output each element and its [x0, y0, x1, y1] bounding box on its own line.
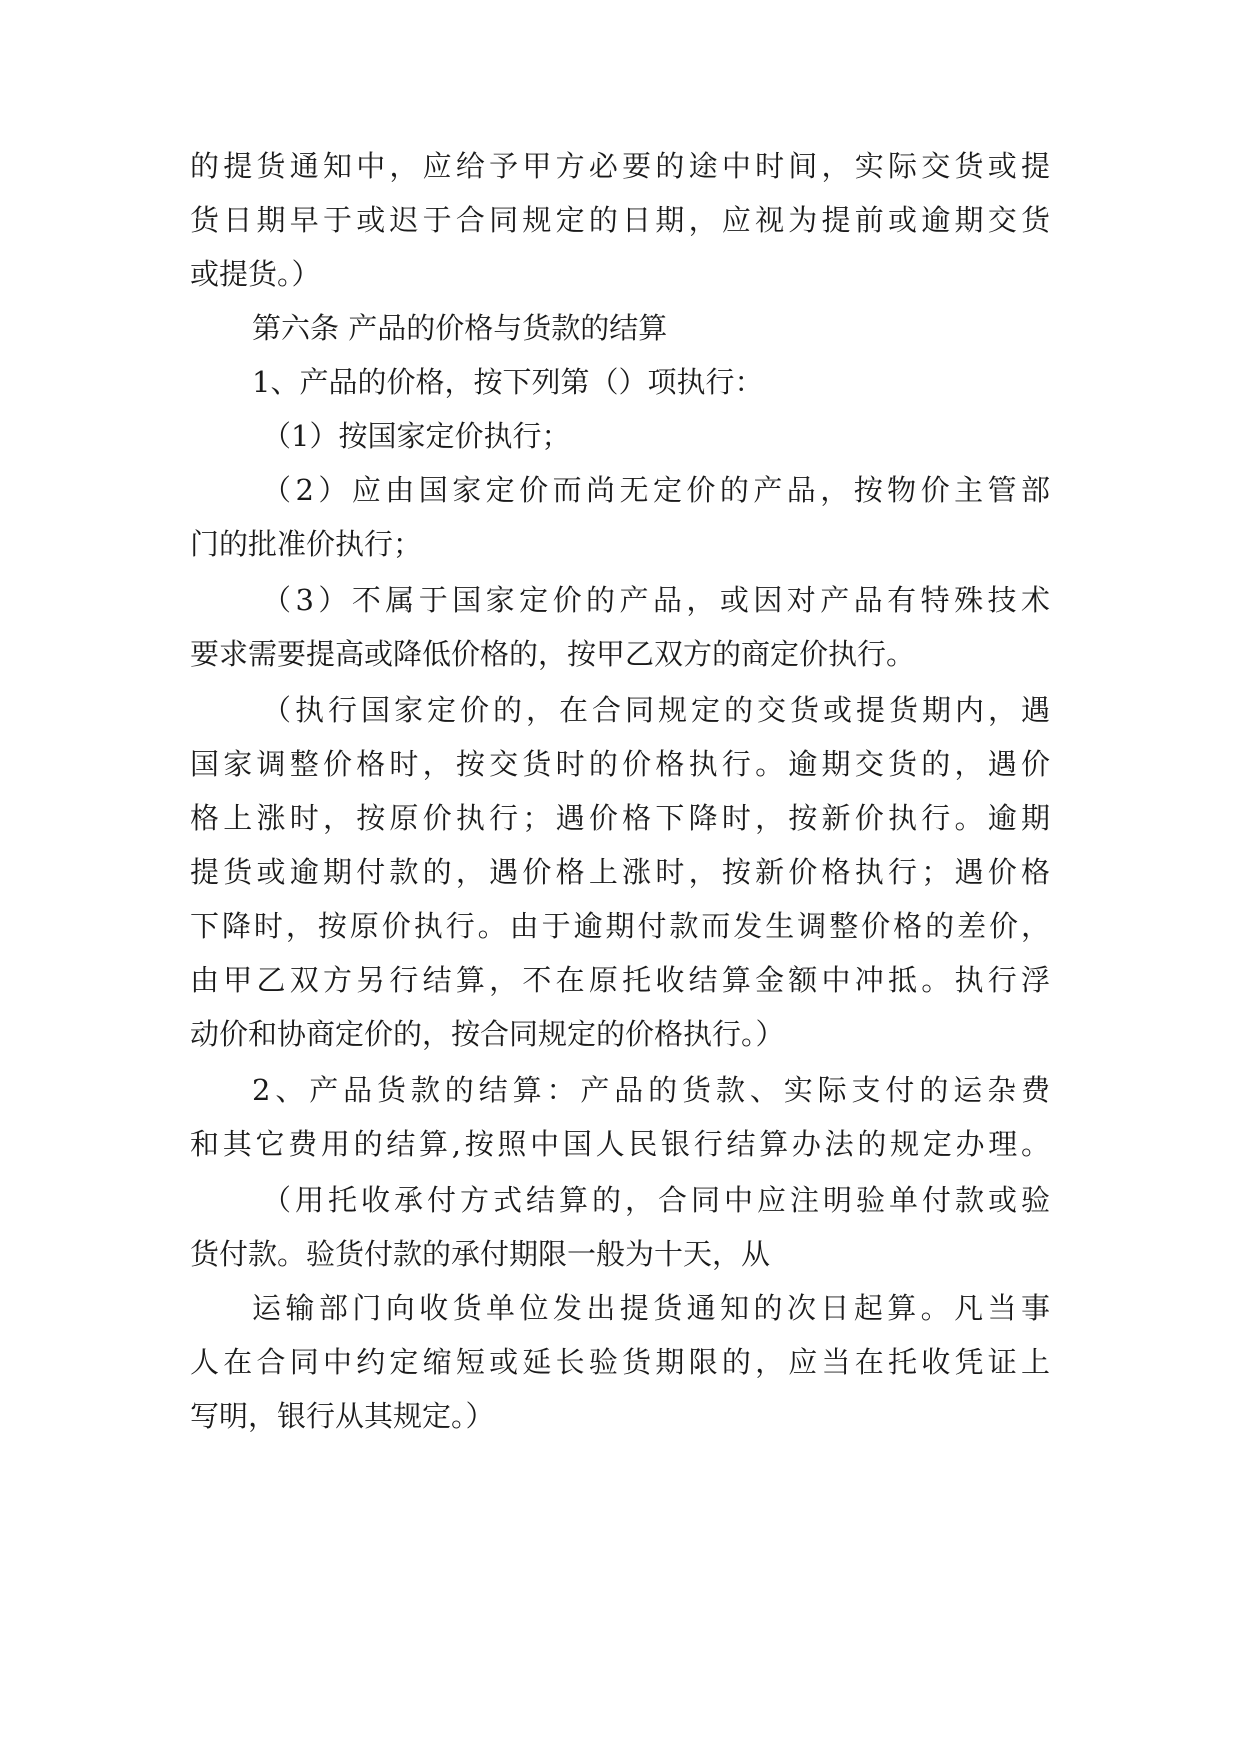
- text-line: 货付款。验货付款的承付期限一般为十天，从: [190, 1237, 771, 1271]
- text-line: 提货或逾期付款的，遇价格上涨时，按新价格执行；遇价格: [190, 855, 1050, 889]
- text-line: 或提货。）: [190, 257, 321, 291]
- text-line: （3）不属于国家定价的产品，或因对产品有特殊技术: [262, 583, 1050, 617]
- text-line: 国家调整价格时，按交货时的价格执行。逾期交货的，遇价: [190, 747, 1050, 781]
- text-line: （2）应由国家定价而尚无定价的产品，按物价主管部: [262, 473, 1050, 507]
- section-heading: 第六条 产品的价格与货款的结算: [252, 311, 668, 345]
- text-line: 1、产品的价格，按下列第（）项执行：: [252, 365, 764, 399]
- text-line: 2、产品货款的结算：产品的货款、实际支付的运杂费: [252, 1073, 1050, 1107]
- text-line: 货日期早于或迟于合同规定的日期，应视为提前或逾期交货: [190, 203, 1050, 237]
- text-line: 门的批准价执行；: [190, 527, 423, 561]
- text-line: 人在合同中约定缩短或延长验货期限的，应当在托收凭证上: [190, 1345, 1050, 1379]
- text-line: 格上涨时，按原价执行；遇价格下降时，按新价执行。逾期: [190, 801, 1050, 835]
- text-line: 和其它费用的结算,按照中国人民银行结算办法的规定办理。: [190, 1127, 1050, 1161]
- text-line: 动价和协商定价的，按合同规定的价格执行。）: [190, 1017, 785, 1051]
- text-line: 的提货通知中，应给予甲方必要的途中时间，实际交货或提: [190, 149, 1050, 183]
- text-line: （用托收承付方式结算的，合同中应注明验单付款或验: [262, 1183, 1050, 1217]
- text-line: 要求需要提高或降低价格的，按甲乙双方的商定价执行。: [190, 637, 916, 671]
- text-line: 下降时，按原价执行。由于逾期付款而发生调整价格的差价，: [190, 909, 1050, 943]
- text-line: 运输部门向收货单位发出提货通知的次日起算。凡当事: [252, 1291, 1050, 1325]
- text-line: 写明，银行从其规定。）: [190, 1399, 495, 1433]
- text-line: （执行国家定价的，在合同规定的交货或提货期内，遇: [262, 693, 1050, 727]
- text-line: 由甲乙双方另行结算，不在原托收结算金额中冲抵。执行浮: [190, 963, 1050, 997]
- text-line: （1）按国家定价执行；: [262, 419, 571, 453]
